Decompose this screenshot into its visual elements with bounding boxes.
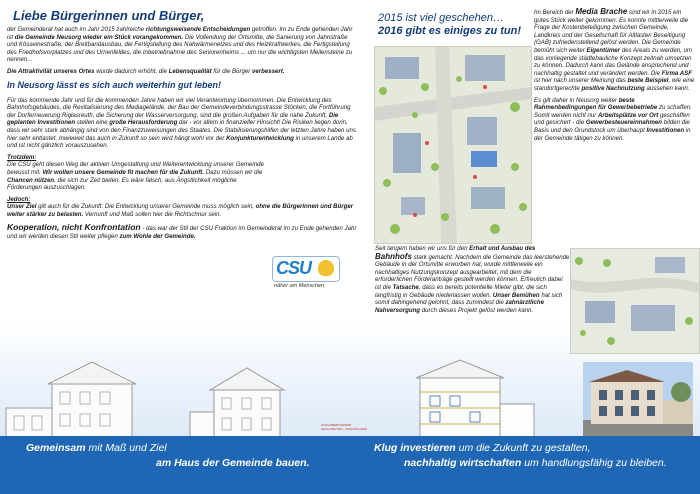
text-run: Unser Ziel — [7, 203, 37, 211]
middle-title-line1: 2015 ist viel geschehen… — [378, 12, 504, 24]
station-building-photo — [583, 362, 693, 438]
text-run: bilden die Basis und den Grundstock um überhaupt — [534, 119, 690, 134]
kooperation-paragraph — [7, 222, 357, 240]
text-run: der Gemeinderat hat auch im Jahr 2015 zahlreiche — [7, 26, 146, 33]
text-run: zu schaffen. Somit werden nicht nur — [534, 104, 692, 119]
slogan-bar — [0, 436, 700, 494]
text-run: , wie eine standortgerechte — [534, 77, 695, 92]
attractiveness-paragraph — [7, 68, 357, 76]
text-run: beste Beispiel — [627, 77, 669, 85]
csu-logo — [272, 256, 342, 296]
text-run: Im Bereich der — [534, 9, 576, 16]
right-column — [534, 8, 696, 146]
text-run: getroffen. Im zu Ende gehenden Jahr ist — [7, 26, 353, 41]
text-run: Gewerbesteuereinnahmen — [585, 119, 663, 127]
slogan-left-line1 — [26, 442, 167, 455]
text-run: Eigentümer — [586, 46, 621, 54]
text-run: zahnärztliche Nahversorgung — [375, 299, 545, 314]
slogan-right-line1 — [374, 442, 591, 455]
text-run: Wir wollen unsere Gemeinde fit machen für die Zukunft. — [42, 168, 205, 176]
text-run: Es gilt daher in Neusorg weiter — [534, 96, 619, 104]
text-run: Für das kommende Jahr und für die kommenden Jahre haben wir viel Verantwortung übernommen. Die Entwicklung des Bahnhofsgebäudes, die Revitalisierung des Mediagelände, der Bau der Gemeindeverbindungsstrasse Stöcken, die Fortführung der Dorferneuerung Riglasreuth, die Sicherung der Wasserversorgung, sind die großen Aufgaben für die nahe Zukunft. — [7, 96, 351, 119]
middle-column — [375, 245, 570, 318]
slogan-right-bold: Klug investieren — [374, 442, 456, 454]
trotzdem-label: Trotzdem: — [7, 153, 37, 161]
middle-title-line2: 2016 gibt es einiges zu tun! — [378, 25, 522, 37]
site-plan-image — [374, 46, 532, 244]
trotzdem-paragraph — [7, 161, 269, 191]
slogan-left-bold: Gemeinsam — [26, 442, 86, 454]
left-column — [7, 8, 357, 245]
text-run: in unserem Lande ab und ist nicht gänzlich vorauszusehen. — [7, 134, 353, 150]
text-run: aussehen kann. — [644, 84, 690, 92]
gewerbe-paragraph — [534, 97, 696, 143]
text-run: verbessert. — [252, 67, 285, 75]
middle-title — [378, 12, 538, 38]
text-run: große Herausforderung — [109, 119, 178, 127]
text-run: Bahnhofs — [375, 251, 412, 261]
text-run: Media Brache — [575, 7, 628, 16]
slogan-right-line2-bold: nachhaltig wirtschaften — [404, 457, 522, 469]
jedoch-label: Jedoch: — [7, 195, 31, 203]
text-run: Die CSU geht diesen Weg der aktiven Umgestaltung und Weiterentwicklung unserer Gemeinde bewusst mit. — [7, 161, 264, 176]
text-run: durch dieses Projekt gelöst werden kann. — [420, 306, 534, 314]
text-run: hat sich somit dahingehend gelohnt, dass zumindest die — [375, 291, 563, 307]
text-run: Lebensqualität — [168, 67, 212, 75]
text-run: Tatsache — [392, 283, 419, 291]
lion-emblem-icon — [318, 260, 334, 276]
text-run: Konjunkturentwicklung — [226, 134, 294, 142]
section-heading: In Neusorg lässt es sich auch weiterhin gut leben! — [7, 79, 222, 90]
text-run: für die Bürger — [211, 67, 253, 75]
text-run: Arbeitsplätze vor Ort — [598, 111, 659, 119]
site-plan-drawing — [375, 47, 531, 243]
media-brache-plan-image — [570, 248, 700, 354]
slogan-left-line2-text: am Haus der Gemeinde bauen. — [156, 457, 310, 469]
text-run: Firma ASF — [661, 69, 692, 77]
text-run: stellen eine — [75, 119, 110, 127]
text-run: Investitionen — [646, 126, 685, 134]
media-brache-plan-drawing — [571, 249, 699, 353]
kooperation-heading: Kooperation, nicht Konfrontation — [7, 222, 141, 233]
architect-label: HOCHOBERSTEINER ARCHITEKTEN + STADTPLANER — [321, 423, 368, 431]
jedoch-paragraph — [7, 203, 357, 218]
text-run: die Gemeinde Neusorg wieder ein Stück vorangekommen. — [14, 33, 184, 41]
text-run: Dazu müssen wir die — [204, 168, 263, 176]
logo-subtitle: näher am Menschen. — [274, 283, 326, 289]
text-run: Die geplanten Investitionen — [7, 111, 339, 127]
text-run: , dass es bereits potentielle Mieter gibt, die sich langfristig in Gebäude niederlassen wollen. — [375, 283, 547, 299]
text-run: sind wir in 2015 ein gutes Stück weiter gekommen. Es konnte mittlerweile die Frage der Kostenbeteiligung zwischen Gemeinde, Landkreis und der Gesellschaft für Altlasten Beseitigung (GAB) zufriedenstellend gelöst werden. Die Gemeinde bemüht sich weiter — [534, 9, 689, 54]
text-run: Chancen nützen — [7, 176, 55, 184]
slogan-right-line2 — [404, 457, 667, 470]
media-brache-paragraph — [534, 8, 696, 93]
text-run: stark gemacht. Nachdem die Gemeinde das leerstehende Gebäude in der Ortsmitte erworben hat, wurde mittlerweile ein nachhaltiges Nutzungskonzept ausgearbeitet, mit dem die erforderlichen Förderanträge gestellt werden können. Erfreulich dabei ist die — [375, 253, 570, 291]
slogan-left-rest: mit Maß und Ziel — [85, 442, 167, 454]
responsibility-paragraph — [7, 97, 357, 150]
slogan-left-line2 — [156, 457, 309, 470]
text-run: positive Nachnutzung — [581, 84, 645, 92]
text-run: , die sich zur Zeit bieten. Es wäre falsch, aus Ängstlichkeit mögliche Förderungen auszuschlagen. — [7, 176, 237, 192]
slogan-right-line2-rest: um handlungsfähig zu bleiben. — [521, 457, 667, 469]
text-run: ohne die Bürgerinnen und Bürger weiter stärker zu belasten. — [7, 203, 354, 218]
text-run: Seit langem haben wir uns für den — [375, 245, 470, 252]
text-run: gilt auch für die Zukunft: Die Entwicklung unserer Gemeinde muss möglich sein, — [36, 203, 256, 211]
text-run: wurde dadurch erhöht, die — [94, 67, 169, 75]
text-run: richtungsweisende Entscheidungen — [145, 26, 251, 33]
text-run: Die Vollendung der Ortsmitte, die Sanierung von Jahnstraße und Kösseinestraße, der Breitbandausbau, die Fertigstellung des Nahwärmenetzes und des Heizkraftwerkes, die Fertigstellung des Friedhofsvorplatzes und des Urnenfeldes, die Inbetriebnahme des Seniorenheims ... um nur die wichtigsten Meilensteine zu nennen... — [7, 33, 353, 64]
slogan-right-rest: um die Zukunft zu gestalten, — [455, 442, 591, 454]
intro-paragraph — [7, 26, 357, 64]
text-run: Die Attraktivität unseres Ortes — [7, 67, 95, 75]
text-run: beste Rahmenbedingungen für Gewerbebetriebe — [534, 96, 658, 112]
text-run: ist hier nach unserer Meinung das — [534, 77, 628, 85]
text-run: geschaffen und gesichert - die — [534, 111, 690, 127]
greeting-title: Liebe Bürgerinnen und Bürger, — [13, 8, 205, 23]
text-run: Unser Bemühen — [492, 291, 540, 299]
bahnhof-paragraph — [375, 245, 570, 314]
text-run: - das war der Stil der CSU Fraktion im Gemeinderat im zu Ende gehenden Jahr und wir werden diesen Stil weiter pflegen — [7, 225, 357, 241]
text-run: in der Gemeinde tätigen zu können. — [534, 126, 691, 142]
text-run: Vernunft und Maß sollen hier die Richtschnur sein. — [83, 210, 222, 218]
text-run: des Areals zu werden, um das vorliegende städtebauliche Konzept zeitnah umsetzen zu können. Dadurch kann das Gelände ansprechend und nachhaltig gestaltet und verändert werden. Die — [534, 46, 692, 77]
text-run: zum Wohle der Gemeinde. — [119, 233, 196, 241]
text-run: dar - vor allem in finanzieller Hinsicht! Die Risiken liegen dorin, dass wir sehr stark abhängig sind von den Finanzzuweisungen des Staates. Die Stabilisierungshilfen der letzten Jahre haben uns hier sehr entlastet. Inwieweit das auch in Zukunft so sein wird hängt wohl vor der — [7, 119, 356, 142]
logo-wordmark: CSU — [276, 258, 312, 278]
station-photo-drawing — [583, 362, 693, 438]
text-run: Erhalt und Ausbau des — [469, 245, 536, 252]
